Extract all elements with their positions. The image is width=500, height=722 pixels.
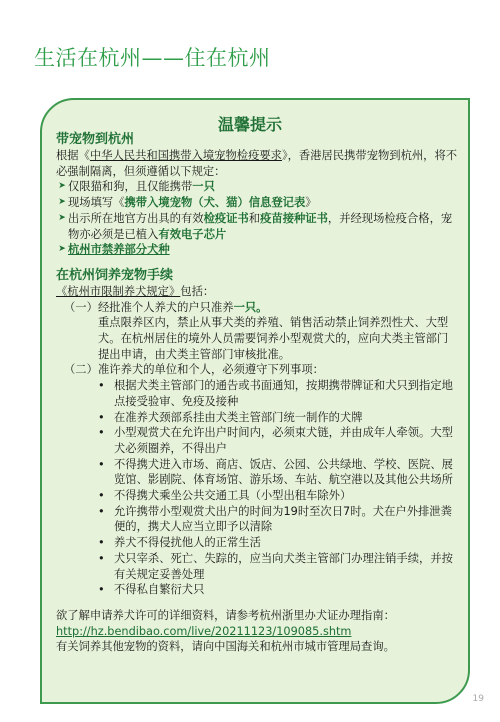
dot-bullet-icon: •: [98, 504, 105, 518]
regulation-link[interactable]: 中华人民共和国携带入境宠物检疫要求: [89, 149, 282, 162]
arrow-bullet-icon: ➤: [58, 181, 66, 192]
list-item: ➤ 现场填写《携带入境宠物（犬、猫）信息登记表》: [56, 195, 458, 211]
section2-intro: 《杭州市限制养犬规定》包括：: [56, 284, 215, 298]
footer-note: 有关饲养其他宠物的资料，请向中国海关和杭州市城市管理局查询。: [56, 640, 395, 654]
tips-content: [56, 132, 458, 655]
section-heading-pets-to-hangzhou: 带宠物到杭州: [56, 132, 135, 147]
section1-intro: 根据《中华人民共和国携带入境宠物检疫要求》，香港居民携带宠物到杭州，将不必强制隔离，但须遵循以下规定：: [56, 149, 458, 178]
rule-item-1-body: 重点限养区内，禁止从事犬类的养殖、销售活动禁止饲养烈性犬、大型犬。在杭州居住的境外人员需要饲养小型观赏犬的，应向犬类主管部门提出申请，由犬类主管部门审核批准。: [98, 316, 449, 361]
list-item: • 犬只宰杀、死亡、失踪的，应当向犬类主管部门办理注销手续，并按有关规定妥善处理: [98, 551, 453, 581]
arrow-bullet-icon: ➤: [58, 212, 66, 223]
list-item: • 养犬不得侵扰他人的正常生活: [98, 536, 261, 550]
regulation-link[interactable]: 《杭州市限制养犬规定》: [56, 284, 181, 298]
list-item: • 小型观赏犬在允许出户时间内，必须束犬链，并由成年人牵领。大型犬必须圈养，不得出户: [98, 426, 453, 455]
list-item: • 不得携犬乘坐公共交通工具（小型出租车除外）: [98, 489, 352, 503]
dot-bullet-icon: •: [98, 426, 105, 440]
list-item: ➤ 杭州市禁养部分犬种: [56, 242, 458, 258]
rule-item-1: （一） 经批准个人养犬的户只准养一只。: [64, 300, 268, 314]
dot-bullet-icon: •: [98, 536, 105, 550]
list-item: ➤ 出示所在地官方出具的有效检疫证书和疫苗接种证书，并经现场检疫合格，宠物亦必须是已植入有效电子芯片: [56, 211, 458, 242]
list-item: • 在准养犬颈部系挂由犬类主管部门统一制作的犬牌: [98, 410, 363, 424]
section-heading-keeping-pets: 在杭州饲养宠物手续: [56, 267, 174, 283]
page-title: 生活在杭州——住在杭州: [34, 46, 271, 70]
dog-license-guide-link[interactable]: http://hz.bendibao.com/live/20211123/109085.shtm: [56, 624, 352, 638]
dot-bullet-icon: •: [98, 489, 105, 503]
dot-bullet-icon: •: [98, 583, 105, 597]
card-title: 温馨提示: [217, 115, 282, 134]
arrow-bullet-icon: ➤: [58, 197, 66, 208]
footer-note: 欲了解申请养犬许可的详细资料，请参考杭州浙里办犬证办理指南：: [56, 608, 395, 622]
list-item: • 不得私自繁衍犬只: [98, 583, 205, 597]
list-item: • 允许携带小型观赏犬出户的时间为19时至次日7时。犬在户外排泄粪便的，携犬人应当立即予以清除: [98, 504, 452, 534]
dot-bullet-icon: •: [98, 551, 105, 565]
list-item: ➤ 仅限猫和狗，且仅能携带一只: [56, 179, 458, 195]
list-item: • 根据犬类主管部门的通告或书面通知，按期携带牌证和犬只到指定地点接受验审、免疫及接种: [98, 379, 453, 408]
list-item: • 不得携犬进入市场、商店、饭店、公园、公共绿地、学校、医院、展览馆、影剧院、体育场馆、游乐场、车站、航空港以及其他公共场所: [98, 457, 453, 487]
arrow-bullet-icon: ➤: [58, 244, 66, 255]
dot-bullet-icon: •: [98, 379, 105, 393]
dot-bullet-icon: •: [98, 457, 105, 471]
dot-bullet-icon: •: [98, 410, 105, 424]
rule-item-2: （二） 准许养犬的单位和个人，必须遵守下列事项：: [64, 363, 324, 377]
page-number: 19: [472, 694, 484, 704]
